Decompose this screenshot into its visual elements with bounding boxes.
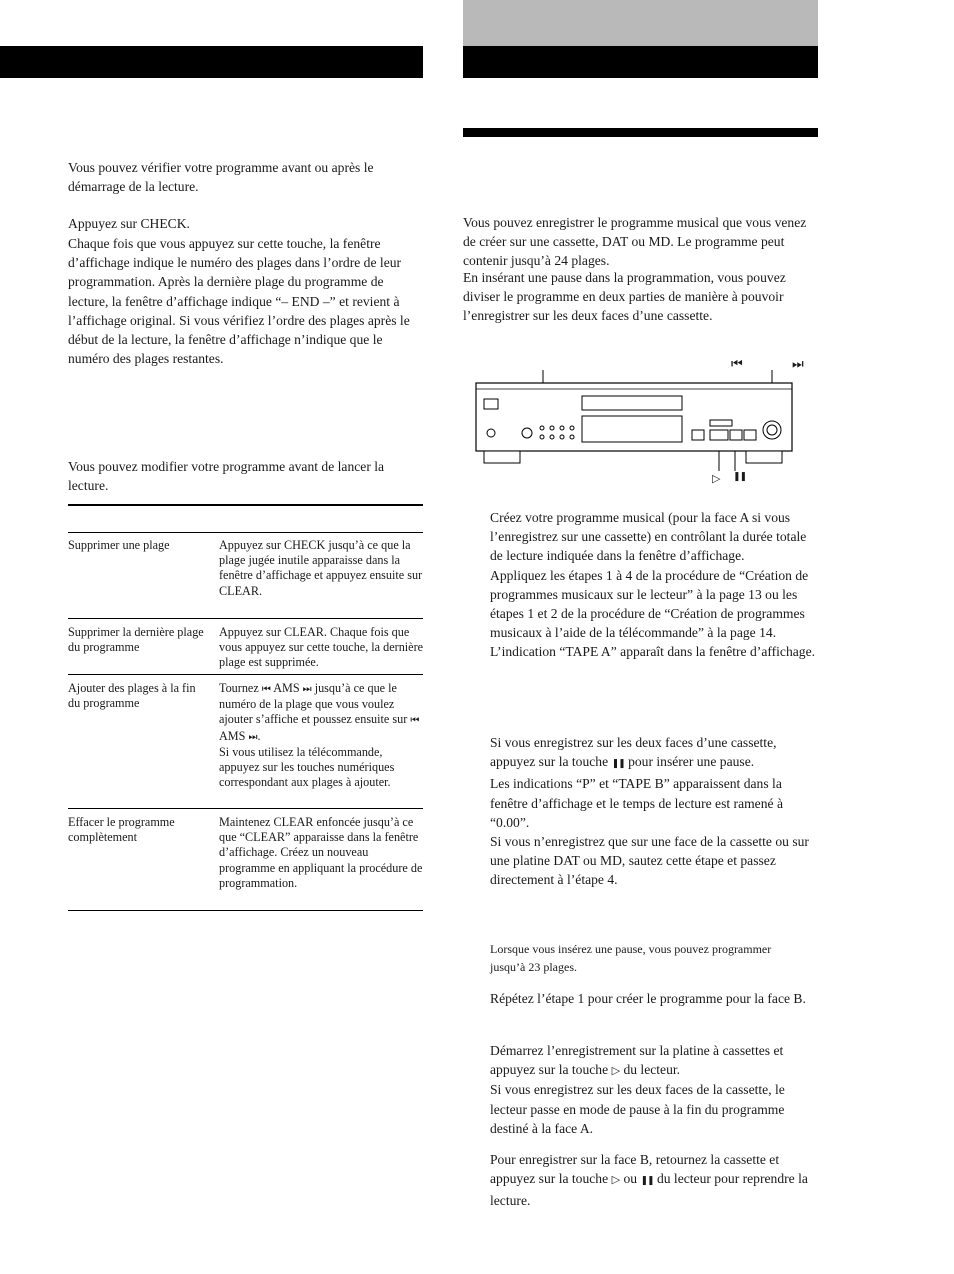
step-5-text-b: ou: [623, 1171, 638, 1187]
next-track-icon: ⏭: [302, 684, 312, 695]
right-section-rule: [463, 128, 818, 137]
procedure-text: Si vous utilisez la télécommande, appuyez sur les touches numériques correspondant aux plages à ajouter.: [219, 744, 395, 790]
table-row-divider: [68, 808, 423, 809]
pause-icon: ❚❚: [733, 472, 747, 482]
play-icon: ▷: [611, 1173, 621, 1187]
step-3: [490, 989, 820, 1008]
record-intro-pause: En insérant une pause dans la programmation, vous pouvez diviser le programme en deux parties de manière à pouvoir l’enregistrer sur les deux faces d’une cassette.: [463, 270, 786, 324]
step-4: [490, 1041, 820, 1138]
table-row-procedure: Appuyez sur CHECK jusqu’à ce que la plage jugée inutile apparaisse dans la fenêtre d’affichage et appuyez ensuite sur CLEAR.: [219, 538, 423, 598]
step-4-text-b: du lecteur.: [623, 1062, 681, 1078]
check-step: Appuyez sur CHECK.: [68, 216, 190, 231]
table-row-action: Ajouter des plages à la fin du programme: [68, 681, 196, 711]
prev-track-icon: ⏮: [410, 715, 420, 727]
table-row-procedure: [219, 681, 424, 790]
step-5-text: [490, 1150, 820, 1211]
step-2-text-b: pour insérer une pause.: [628, 754, 755, 770]
left-header-bar: [0, 46, 423, 78]
step-2-text-a: Si vous enregistrez sur les deux faces d’une cassette, appuyez sur la touche: [490, 735, 777, 770]
step-3-text: Répétez l’étape 1 pour créer le programme pour la face B.: [490, 991, 806, 1006]
step-1-text: Créez votre programme musical (pour la face A si vous l’enregistrez sur une cassette) en contrôlant la durée totale de lecture indiquée dans la fenêtre d’affichage.: [490, 510, 807, 564]
play-icon: ▷: [611, 1064, 621, 1078]
step-2: [490, 733, 820, 890]
prev-track-icon: ⏮: [261, 684, 271, 695]
step-1-result: L’indication “TAPE A” apparaît dans la fenêtre d’affichage.: [490, 644, 816, 660]
procedure-text: AMS: [273, 681, 300, 695]
prev-track-icon: ⏮: [731, 357, 743, 372]
table-row-action: Supprimer une plage: [68, 538, 170, 552]
procedure-text: Tournez: [219, 681, 259, 695]
step-4-text: [490, 1041, 820, 1080]
play-icon: ▷: [712, 472, 721, 485]
modify-intro: Vous pouvez modifier votre programme avant de lancer la lecture.: [68, 459, 385, 494]
procedure-text: jusqu’à ce que le numéro de la plage que vous voulez ajouter s’affiche et poussez ensuite sur: [219, 681, 408, 727]
step-5-text-c: du lecteur pour reprendre la lecture.: [490, 1171, 808, 1209]
cd-player-illustration: [470, 368, 800, 488]
table-row-procedure: Maintenez CLEAR enfoncée jusqu’à ce que “CLEAR” apparaisse dans la fenêtre d’affichage. Créez un nouveau programme en appliquant la procédure de programmation.: [219, 815, 423, 890]
step-1-detail: Appliquez les étapes 1 à 4 de la procédure de “Création de programmes musicaux sur le lecteur” à la page 13 ou les étapes 1 et 2 de la procédure de “Création de programmes musicaux à l’aide de la télécommande” à la page 14.: [490, 567, 809, 641]
pause-note: Lorsque vous insérez une pause, vous pouvez programmer jusqu’à 23 plages.: [490, 942, 772, 974]
procedure-text: AMS: [219, 728, 246, 743]
table-row-divider: [68, 618, 423, 619]
table-row-divider: [68, 674, 423, 675]
next-track-icon: ⏭: [248, 731, 258, 743]
step-4-result: Si vous enregistrez sur les deux faces de la cassette, le lecteur passe en mode de pause à la fin du programme destiné à la face A.: [490, 1082, 785, 1136]
table-bottom-rule: [68, 910, 423, 911]
table-row-action: Effacer le programme complètement: [68, 815, 175, 845]
table-header-rule: [68, 532, 423, 533]
step-1: [490, 508, 820, 662]
pause-icon: ❚❚: [611, 759, 625, 770]
check-description: Chaque fois que vous appuyez sur cette touche, la fenêtre d’affichage indique le numéro des plages dans l’ordre de leur programmation. Après la dernière plage du programme de lecture, la fenêtre d’affichage indique “– END –” et revient à l’affichage original. Si vous vérifiez l’ordre des plages après le début de la lecture, la fenêtre d’affichage n’indique que le numéro des plages restantes.: [68, 236, 410, 367]
table-row-action: Supprimer la dernière plage du programme: [68, 625, 204, 655]
procedure-text: .: [257, 728, 261, 743]
step-2-result: Les indications “P” et “TAPE B” apparaissent dans la fenêtre d’affichage et le temps de lecture est ramené à “0.00”.: [490, 776, 783, 830]
step-4-text-a: Démarrez l’enregistrement sur la platine à cassettes et appuyez sur la touche: [490, 1043, 784, 1078]
right-tab-gray: [463, 0, 818, 46]
step-5: [490, 1150, 820, 1211]
table-top-rule: [68, 504, 423, 506]
step-5-text-a: Pour enregistrer sur la face B, retournez la cassette et appuyez sur la touche: [490, 1152, 780, 1187]
step-2-alt: Si vous n’enregistrez que sur une face de la cassette ou sur une platine DAT ou MD, sautez cette étape et passez directement à l’étape 4.: [490, 834, 809, 888]
next-track-icon: ⏭: [792, 357, 804, 372]
step-2-text: [490, 733, 820, 774]
record-intro: Vous pouvez enregistrer le programme musical que vous venez de créer sur une cassette, DAT ou MD. Le programme peut contenir jusqu’à 24 plages.: [463, 215, 807, 269]
pause-icon: ❚❚: [640, 1176, 654, 1187]
table-row-procedure: Appuyez sur CLEAR. Chaque fois que vous appuyez sur cette touche, la dernière plage est supprimée.: [219, 625, 424, 670]
right-header-bar: [463, 46, 818, 78]
check-intro: Vous pouvez vérifier votre programme avant ou après le démarrage de la lecture.: [68, 160, 374, 195]
